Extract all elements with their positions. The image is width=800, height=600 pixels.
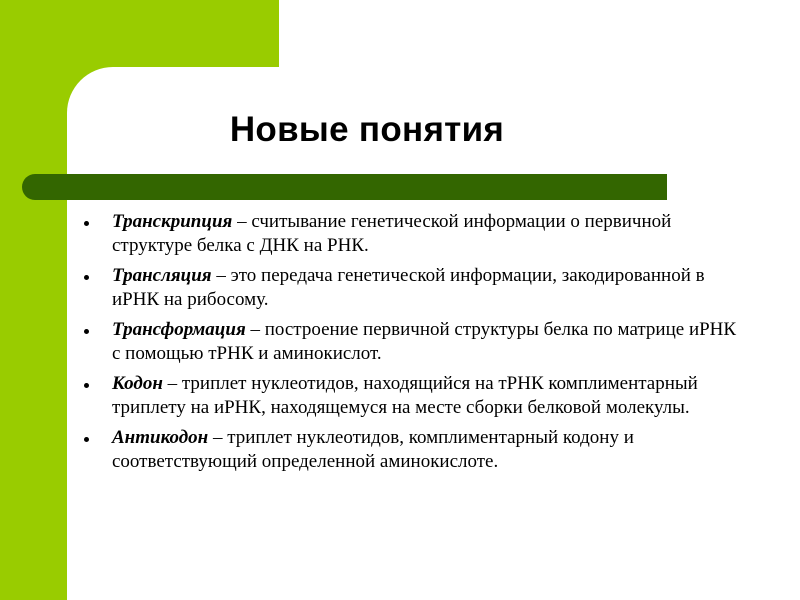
term-definition: – триплет нуклеотидов, находящийся на тРНК комплиментарный триплету на иРНК, находящемуся на месте сборки белковой молекулы. <box>112 373 698 418</box>
list-item <box>80 318 740 366</box>
list-item <box>80 210 740 258</box>
definitions-list <box>80 210 740 480</box>
term-label: Трансформация <box>112 319 246 340</box>
term-label: Антикодон <box>112 427 209 448</box>
bullet-icon <box>84 221 89 226</box>
list-item <box>80 426 740 474</box>
term-label: Кодон <box>112 373 163 394</box>
term-label: Транскрипция <box>112 211 233 232</box>
bullet-icon <box>84 329 89 334</box>
term-definition: – считывание генетической информации о первичной структуре белка с ДНК на РНК. <box>112 211 672 256</box>
list-item <box>80 372 740 420</box>
term-label: Трансляция <box>112 265 212 286</box>
list-item <box>80 264 740 312</box>
slide-title: Новые понятия <box>229 110 505 149</box>
title-underline-bar <box>22 174 667 200</box>
term-definition: – триплет нуклеотидов, комплиментарный кодону и соответствующий определенной аминокислоте. <box>112 427 634 472</box>
term-definition: – это передача генетической информации, закодированной в иРНК на рибосому. <box>112 265 705 310</box>
term-definition: – построение первичной структуры белка по матрице иРНК с помощью тРНК и аминокислот. <box>112 319 737 364</box>
bullet-icon <box>84 383 89 388</box>
bullet-icon <box>84 275 89 280</box>
bullet-icon <box>84 437 89 442</box>
